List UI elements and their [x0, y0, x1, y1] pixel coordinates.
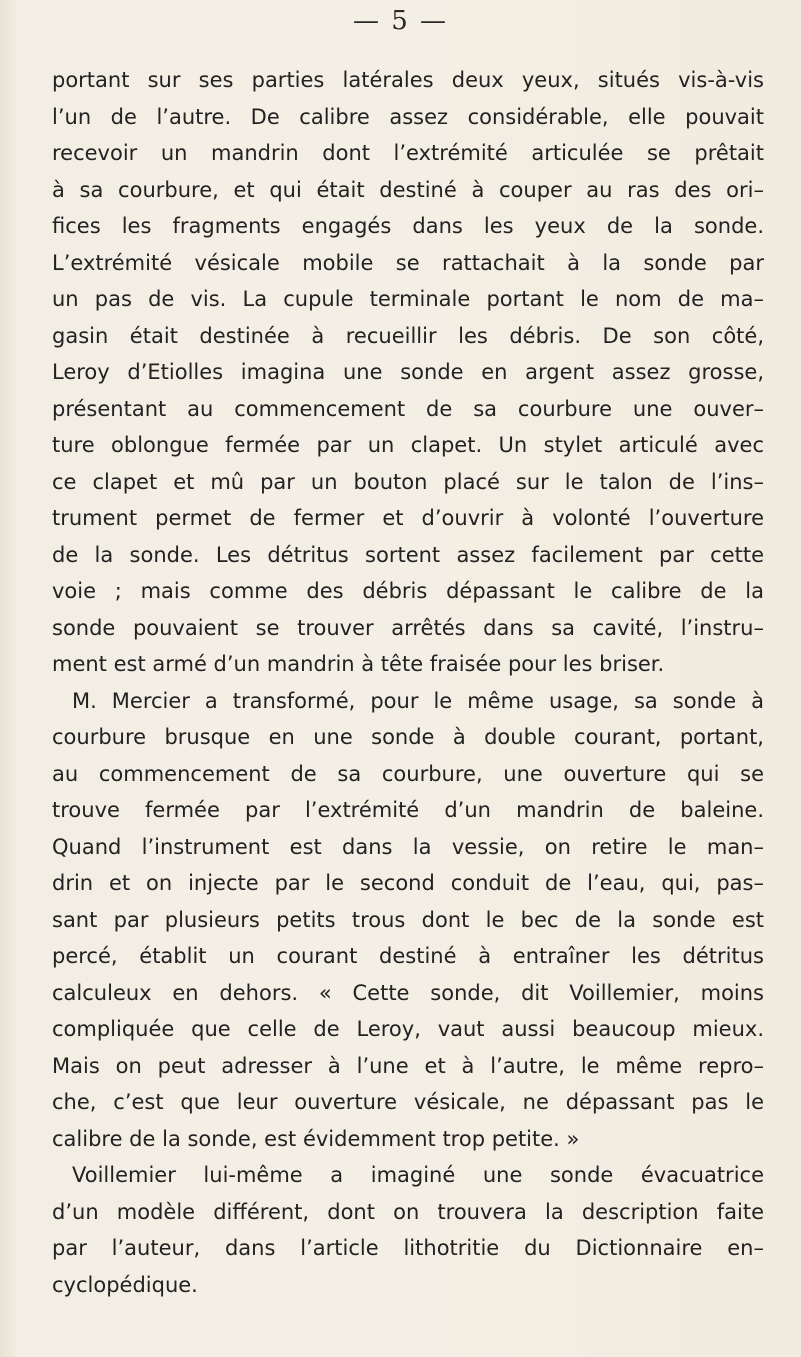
paragraph-3: [52, 1157, 764, 1303]
text-line: par l’auteur, dans l’article lithotritie du Dictionnaire en–: [52, 1236, 764, 1260]
text-line: un pas de vis. La cupule terminale portant le nom de ma–: [52, 287, 764, 311]
paragraph-1: [52, 62, 764, 683]
text-line: trument permet de fermer et d’ouvrir à volonté l’ouverture: [52, 506, 764, 530]
text-line: d’un modèle différent, dont on trouvera la description faite: [52, 1199, 764, 1224]
text-line: cyclopédique.: [52, 1272, 198, 1297]
text-line: Mais on peut adresser à l’une et à l’autre, le même repro–: [52, 1053, 764, 1078]
body-text: [52, 62, 764, 1303]
text-line: calibre de la sonde, est évidemment trop petite. »: [52, 1126, 580, 1151]
text-line: au commencement de sa courbure, une ouverture qui se: [52, 761, 764, 786]
text-line: portant sur ses parties latérales deux yeux, situés vis-à-vis: [52, 68, 764, 92]
text-line: trouve fermée par l’extrémité d’un mandrin de baleine.: [52, 798, 764, 822]
text-line: à sa courbure, et qui était destiné à couper au ras des ori–: [52, 177, 764, 202]
text-line: compliquée que celle de Leroy, vaut aussi beaucoup mieux.: [52, 1017, 764, 1041]
page-number: — 5 —: [352, 6, 449, 36]
text-line: sonde pouvaient se trouver arrêtés dans sa cavité, l’instru–: [52, 615, 764, 640]
text-line: fices les fragments engagés dans les yeux de la sonde.: [52, 214, 764, 238]
text-line: recevoir un mandrin dont l’extrémité articulée se prêtait: [52, 141, 764, 165]
text-line: M. Mercier a transformé, pour le même usage, sa sonde à: [72, 688, 764, 713]
text-line: ce clapet et mû par un bouton placé sur le talon de l’ins–: [52, 469, 764, 494]
paragraph-2: [52, 683, 764, 1158]
text-line: calculeux en dehors. « Cette sonde, dit Voillemier, moins: [52, 980, 764, 1005]
text-line: sant par plusieurs petits trous dont le bec de la sonde est: [52, 907, 764, 932]
text-line: voie ; mais comme des débris dépassant le calibre de la: [52, 579, 764, 603]
text-line: l’un de l’autre. De calibre assez considérable, elle pouvait: [52, 104, 764, 129]
text-line: courbure brusque en une sonde à double courant, portant,: [52, 725, 764, 749]
text-line: gasin était destinée à recueillir les débris. De son côté,: [52, 323, 764, 348]
text-line: percé, établit un courant destiné à entraîner les détritus: [52, 944, 764, 968]
text-line: Voillemier lui-même a imaginé une sonde évacuatrice: [72, 1163, 764, 1187]
text-line: ment est armé d’un mandrin à tête fraisée pour les briser.: [52, 652, 665, 676]
text-line: présentant au commencement de sa courbure une ouver–: [52, 396, 764, 421]
text-line: drin et on injecte par le second conduit de l’eau, qui, pas–: [52, 871, 764, 895]
text-line: Quand l’instrument est dans la vessie, on retire le man–: [52, 834, 764, 859]
text-line: de la sonde. Les détritus sortent assez facilement par cette: [52, 542, 764, 567]
text-line: L’extrémité vésicale mobile se rattachait à la sonde par: [52, 250, 764, 275]
text-line: ture oblongue fermée par un clapet. Un stylet articulé avec: [52, 433, 764, 457]
text-line: che, c’est que leur ouverture vésicale, ne dépassant pas le: [52, 1090, 764, 1114]
text-line: Leroy d’Etiolles imagina une sonde en argent assez grosse,: [52, 360, 764, 384]
